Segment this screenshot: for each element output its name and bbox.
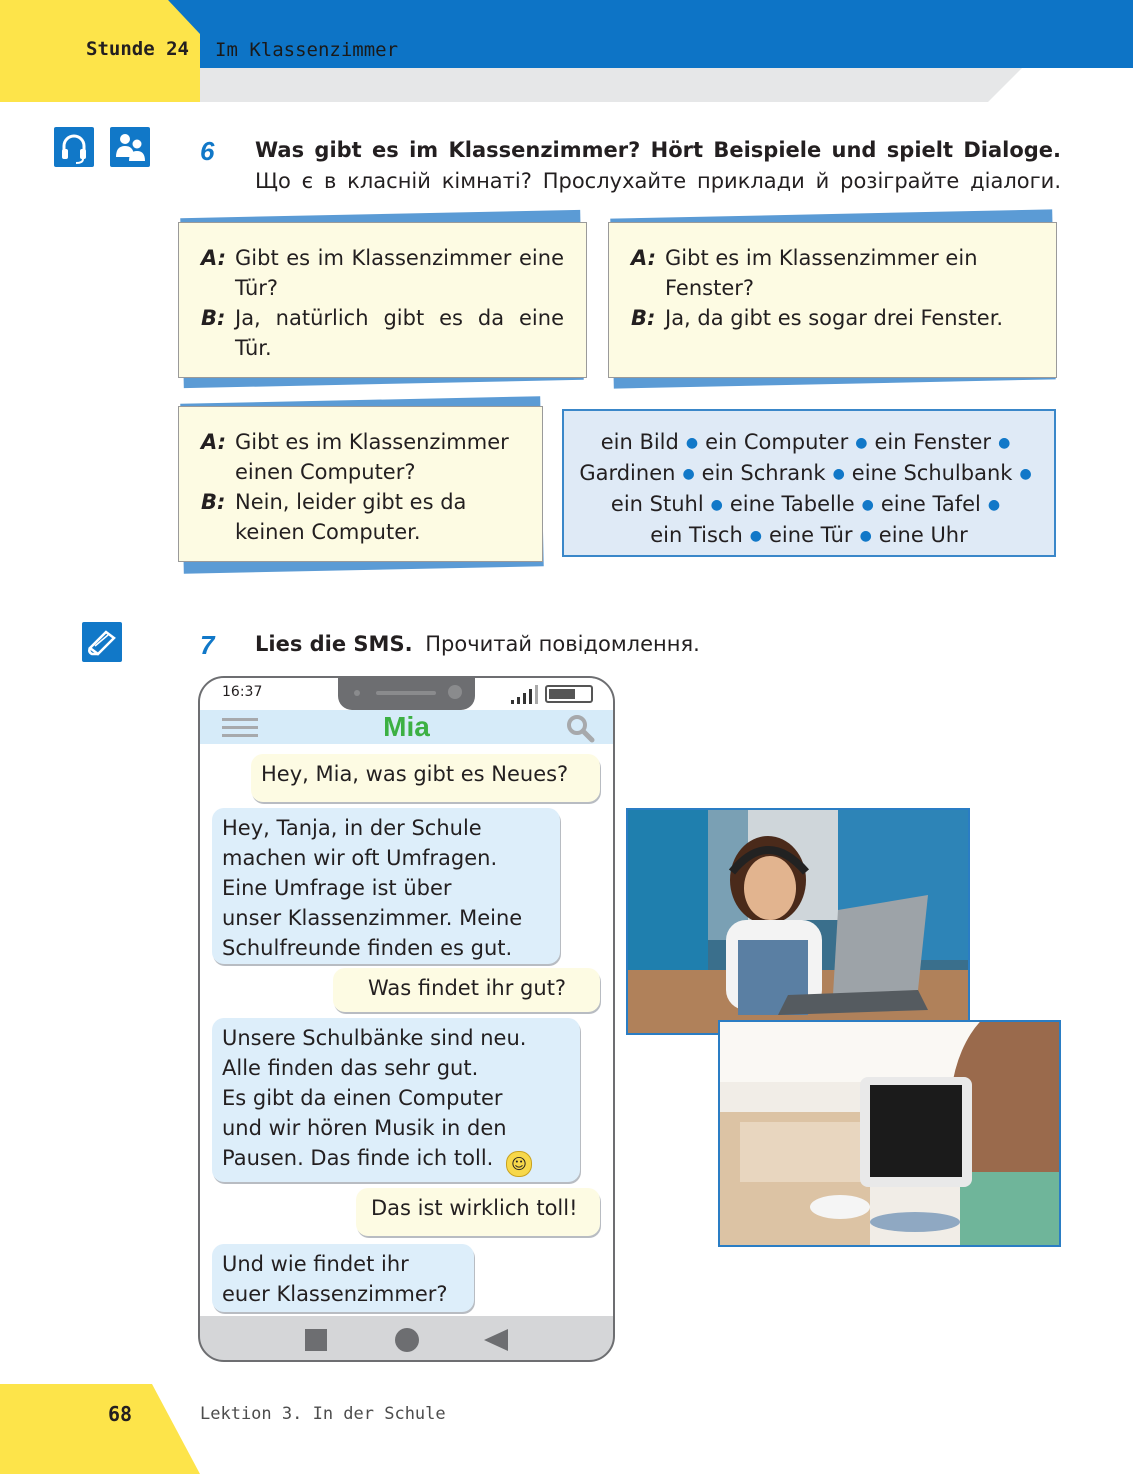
message-line: euer Klassenzimmer?: [222, 1282, 448, 1306]
vocabulary-word: ein Bild: [600, 430, 679, 454]
speaker: A:: [201, 246, 227, 270]
line-text: Ja, da gibt es sogar drei Fenster.: [665, 306, 1004, 330]
speaker: B:: [201, 306, 226, 330]
phone-clock: 16:37: [222, 684, 263, 700]
vocabulary-word: ein Stuhl: [610, 492, 704, 516]
vocabulary-box: [562, 409, 1056, 557]
signal-icon: [510, 685, 538, 709]
message-bubble-received: [212, 808, 560, 964]
message-bubble-sent: [356, 1188, 600, 1236]
line-text: Gibt es im Klassenzimmer einen Computer?: [235, 430, 509, 484]
back-button[interactable]: [484, 1329, 508, 1355]
photo-girl-tablet: [718, 1020, 1061, 1247]
message-text: Was findet ihr gut?: [368, 976, 567, 1000]
photo-girl-laptop: [626, 808, 970, 1035]
lesson-label: Stunde 24: [86, 38, 189, 60]
dialogue-line: [631, 303, 1004, 333]
vocabulary-row: Gardinen ● ein Schrank ● eine Schulbank ●: [579, 461, 1032, 485]
vocabulary-word: eine Tür: [769, 523, 853, 547]
speaker: A:: [201, 430, 227, 454]
message-line: machen wir oft Umfragen.: [222, 846, 498, 870]
dialogue-line: [201, 487, 524, 547]
vocabulary-word: eine Tabelle: [729, 492, 855, 516]
line-text: Ja, natürlich gibt es da eine Tür.: [235, 306, 564, 360]
message-line: Und wie findet ihr: [222, 1252, 409, 1276]
message-line: Schulfreunde finden es gut.: [222, 936, 513, 960]
speaker: B:: [201, 490, 226, 514]
header-gray-band: [200, 68, 1022, 102]
recent-apps-button[interactable]: [305, 1329, 327, 1351]
line-text: Gibt es im Klassenzimmer eine Tür?: [235, 246, 564, 300]
dialogue-line: [631, 243, 1004, 303]
dialogue-card: [178, 406, 543, 562]
vocabulary-word: eine Schulbank: [851, 461, 1013, 485]
footer-yellow-tab: [0, 1384, 200, 1474]
dialogue-line: [201, 243, 564, 303]
dialogue-card: [178, 222, 587, 378]
book-icon: [82, 622, 122, 662]
vocabulary-word: ein Tisch: [650, 523, 743, 547]
message-line: Es gibt da einen Computer: [222, 1086, 503, 1110]
message-text: Hey, Mia, was gibt es Neues?: [261, 762, 569, 786]
footer-chapter: Lektion 3. In der Schule: [200, 1404, 446, 1424]
lesson-title: Im Klassenzimmer: [215, 39, 399, 61]
vocabulary-row: ein Stuhl ● eine Tabelle ● eine Tafel ●: [610, 492, 1001, 516]
task-title: [255, 632, 700, 656]
line-text: Gibt es im Klassenzimmer ein Fenster?: [665, 246, 978, 300]
message-text: Das ist wirklich toll!: [371, 1196, 578, 1220]
dialogue-line: [201, 427, 524, 487]
pair-work-icon: [110, 127, 150, 167]
vocabulary-word: eine Tafel: [880, 492, 981, 516]
task-title-uk: Прочитай повідомлення.: [425, 632, 700, 656]
home-button[interactable]: [395, 1328, 419, 1352]
vocabulary-row: ein Bild ● ein Computer ● ein Fenster ●: [600, 430, 1011, 454]
message-line: Alle finden das sehr gut.: [222, 1056, 479, 1080]
message-line: Hey, Tanja, in der Schule: [222, 816, 482, 840]
task-title-uk: Що є в класній кімнаті? Прослухайте приклади й розіграйте діалоги.: [255, 169, 1061, 193]
speaker: A:: [631, 246, 657, 270]
message-line: und wir hören Musik in den: [222, 1116, 507, 1140]
smiley-emoji-icon: ☺: [506, 1151, 532, 1177]
speaker: B:: [631, 306, 656, 330]
message-bubble-sent: [333, 968, 600, 1012]
vocabulary-word: ein Computer: [705, 430, 849, 454]
line-text: Nein, leider gibt es da keinen Computer.: [235, 490, 467, 544]
message-line: Pausen. Das finde ich toll. ☺: [222, 1143, 570, 1177]
task-number: 7: [200, 630, 215, 660]
dialogue-card: [608, 222, 1057, 378]
task-number: 6: [200, 136, 215, 166]
message-bubble-received: [212, 1018, 580, 1182]
message-line: Eine Umfrage ist über: [222, 876, 452, 900]
message-bubble-received: [212, 1244, 474, 1312]
task-title-de: Was gibt es im Klassenzimmer? Hört Beispiele und spielt Dialoge.: [255, 138, 1061, 162]
vocabulary-word: ein Schrank: [701, 461, 826, 485]
vocabulary-word: eine Uhr: [878, 523, 968, 547]
battery-icon: [545, 685, 593, 703]
vocabulary-word: ein Fenster: [874, 430, 992, 454]
page-number: 68: [108, 1402, 133, 1426]
vocabulary-word: Gardinen: [579, 461, 676, 485]
contact-name: Mia: [383, 711, 430, 742]
search-icon[interactable]: [565, 713, 595, 747]
headphones-icon: [54, 127, 94, 167]
message-line: unser Klassenzimmer. Meine: [222, 906, 523, 930]
phone-notch: [338, 676, 475, 710]
message-bubble-sent: [251, 754, 600, 802]
message-line: Unsere Schulbänke sind neu.: [222, 1026, 527, 1050]
vocabulary-row: ein Tisch ● eine Tür ● eine Uhr: [650, 523, 968, 547]
dialogue-line: [201, 303, 564, 363]
task-title-de: Lies die SMS.: [255, 632, 413, 656]
